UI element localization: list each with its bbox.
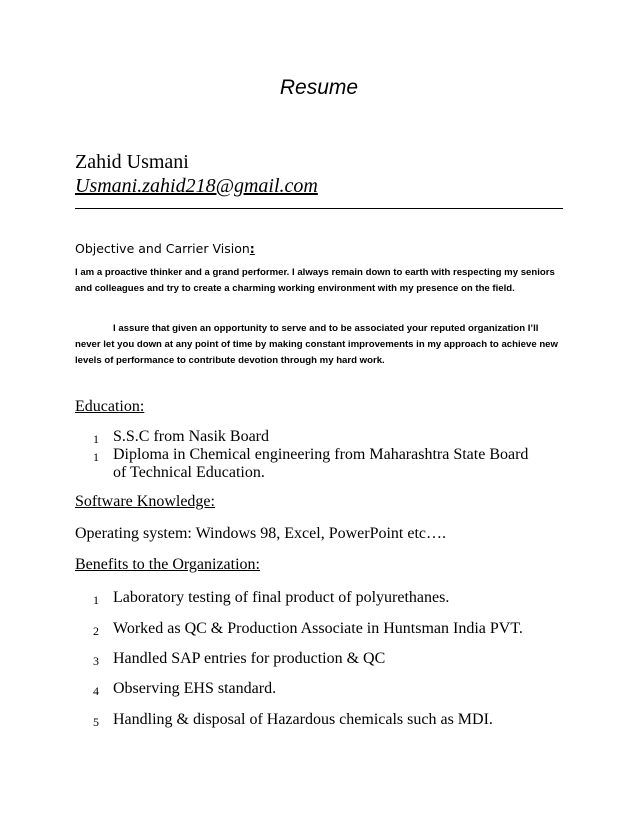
page-title: Resume [279,76,359,99]
list-marker: 1 [93,593,99,607]
list-item-text: Laboratory testing of final product of polyurethanes. [113,589,450,606]
benefits-heading: Benefits to the Organization: [75,556,260,573]
objective-heading [75,241,255,256]
list-marker: 2 [93,624,99,638]
objective-paragraph-2: I assure that given an opportunity to serve and to be associated your reputed organization I’ll never let you down at any point of time by making constant improvements in my approach to achieve new levels of performance to contribute devotion through my hard work. [75,323,558,366]
objective-heading-colon: : [249,241,255,256]
list-item-text: Worked as QC & Production Associate in Huntsman India PVT. [113,620,523,637]
objective-heading-text: Objective and Carrier Vision [75,241,250,256]
list-item-text: Handling & disposal of Hazardous chemicals such as MDI. [113,711,493,728]
list-marker: 3 [93,654,99,668]
candidate-name: Zahid Usmani [75,151,189,173]
list-item-text: Diploma in Chemical engineering from Maharashtra State Board of Technical Education. [113,446,529,481]
software-text: Operating system: Windows 98, Excel, PowerPoint etc…. [75,525,447,542]
list-marker: 4 [93,684,99,698]
list-marker: 1 [93,450,99,464]
header-divider [75,208,563,209]
list-item-text: S.S.C from Nasik Board [113,428,269,445]
list-marker: 1 [93,432,99,446]
software-heading: Software Knowledge: [75,493,215,510]
list-item-text: Observing EHS standard. [113,680,277,697]
email-link[interactable]: Usmani.zahid218@gmail.com [75,175,318,197]
objective-paragraph-1: I am a proactive thinker and a grand performer. I always remain down to earth with respecting my seniors and colleagues and try to create a charming working environment with my presence on the field. [75,267,555,294]
list-marker: 5 [93,715,99,729]
list-item-text: Handled SAP entries for production & QC [113,650,386,667]
education-heading: Education: [75,398,145,415]
